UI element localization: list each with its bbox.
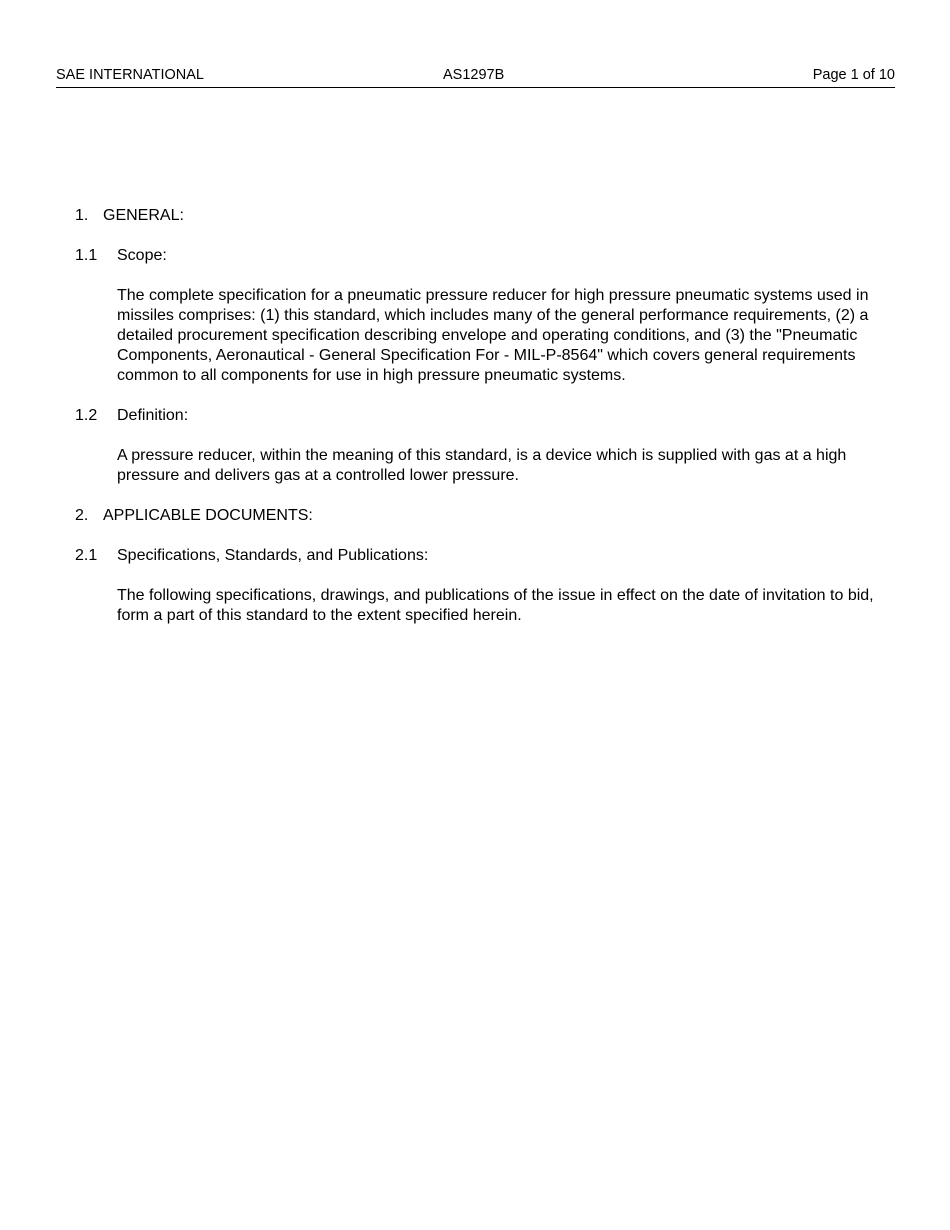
page-indicator: Page 1 of 10 bbox=[812, 67, 895, 83]
section-heading-general bbox=[75, 206, 875, 226]
section-heading-applicable-documents bbox=[75, 506, 875, 526]
scope-paragraph: The complete specification for a pneumatic pressure reducer for high pressure pneumatic systems used in missiles comprises: (1) this standard, which includes many of the general performance requirements, (2) a detailed procurement specification describing envelope and operating conditions, and (3) the "Pneumatic Components, Aeronautical - General Specification For - MIL-P-8564" which covers general requirements common to all components for use in high pressure pneumatic systems. bbox=[117, 287, 869, 384]
document-body bbox=[75, 206, 875, 646]
section-number: 2. bbox=[75, 507, 89, 524]
section-heading-scope bbox=[75, 246, 875, 266]
section-number: 1.1 bbox=[75, 247, 98, 264]
section-title: APPLICABLE DOCUMENTS: bbox=[103, 507, 313, 524]
section-number: 2.1 bbox=[75, 547, 98, 564]
page-header bbox=[56, 66, 895, 88]
section-title: Definition: bbox=[117, 407, 189, 424]
section-heading-definition bbox=[75, 406, 875, 426]
specifications-paragraph: The following specifications, drawings, and publications of the issue in effect on the date of invitation to bid, form a part of this standard to the extent specified herein. bbox=[117, 587, 874, 624]
organization-name: SAE INTERNATIONAL bbox=[56, 67, 204, 83]
definition-paragraph: A pressure reducer, within the meaning of this standard, is a device which is supplied with gas at a high pressure and delivers gas at a controlled lower pressure. bbox=[117, 447, 847, 484]
section-heading-specifications bbox=[75, 546, 875, 566]
section-number: 1.2 bbox=[75, 407, 98, 424]
section-title: GENERAL: bbox=[103, 207, 184, 224]
document-number: AS1297B bbox=[443, 67, 505, 83]
section-title: Scope: bbox=[117, 247, 167, 264]
section-title: Specifications, Standards, and Publications: bbox=[117, 547, 429, 564]
section-number: 1. bbox=[75, 207, 89, 224]
